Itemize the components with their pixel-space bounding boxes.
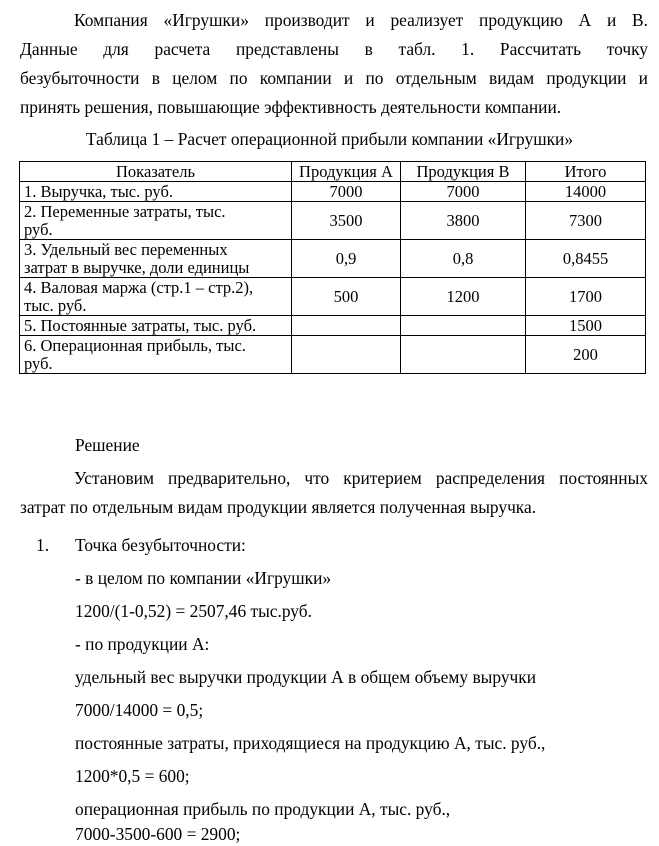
cell-total: 7300 bbox=[526, 202, 646, 240]
header-product-a: Продукция А bbox=[292, 162, 401, 182]
cell-total: 1500 bbox=[526, 316, 646, 336]
cell-total: 1700 bbox=[526, 278, 646, 316]
cell-product-b: 7000 bbox=[401, 182, 526, 202]
row-label: 1. Выручка, тыс. руб. bbox=[20, 182, 292, 202]
cell-total: 14000 bbox=[526, 182, 646, 202]
solution-line: 1200/(1-0,52) = 2507,46 тыс.руб. bbox=[75, 601, 312, 621]
table-row bbox=[20, 336, 646, 374]
cell-product-b: 0,8 bbox=[401, 240, 526, 278]
solution-line: удельный вес выручки продукции А в общем объему выручки bbox=[75, 667, 537, 687]
cell-product-a bbox=[292, 316, 401, 336]
table-row bbox=[20, 202, 646, 240]
solution-line: постоянные затраты, приходящиеся на продукцию А, тыс. руб., bbox=[75, 733, 546, 753]
cell-product-b bbox=[401, 336, 526, 374]
intro-line-4: принять решения, повышающие эффективность деятельности компании. bbox=[20, 97, 562, 117]
header-indicator: Показатель bbox=[20, 162, 292, 182]
solution-heading: Решение bbox=[75, 435, 140, 455]
intro-line-3: безубыточности в целом по компании и по отдельным видам продукции и bbox=[20, 68, 648, 88]
cell-product-a: 500 bbox=[292, 278, 401, 316]
table-caption: Таблица 1 – Расчет операционной прибыли компании «Игрушки» bbox=[85, 129, 574, 149]
list-item-title: Точка безубыточности: bbox=[75, 535, 246, 555]
solution-para-line-2: затрат по отдельным видам продукции является полученная выручка. bbox=[20, 497, 537, 517]
solution-para-line-1: Установим предварительно, что критерием распределения постоянных bbox=[74, 468, 648, 488]
solution-line: 7000-3500-600 = 2900; bbox=[75, 824, 241, 844]
solution-line: операционная прибыль по продукции А, тыс. руб., bbox=[75, 799, 451, 819]
solution-line: - в целом по компании «Игрушки» bbox=[75, 568, 332, 588]
cell-product-b: 3800 bbox=[401, 202, 526, 240]
table-row bbox=[20, 240, 646, 278]
solution-paragraph bbox=[20, 464, 648, 522]
row-label: 4. Валовая маржа (стр.1 – стр.2), тыс. руб. bbox=[20, 278, 292, 316]
table-row bbox=[20, 182, 646, 202]
operating-profit-table bbox=[19, 161, 646, 374]
solution-line: - по продукции А: bbox=[75, 634, 210, 654]
solution-line: 1200*0,5 = 600; bbox=[75, 766, 190, 786]
header-total: Итого bbox=[526, 162, 646, 182]
cell-product-a: 0,9 bbox=[292, 240, 401, 278]
intro-line-1: Компания «Игрушки» производит и реализует продукцию А и В. bbox=[74, 10, 648, 30]
table-header-row bbox=[20, 162, 646, 182]
cell-product-a: 3500 bbox=[292, 202, 401, 240]
row-label: 6. Операционная прибыль, тыс. руб. bbox=[20, 336, 292, 374]
intro-line-2: Данные для расчета представлены в табл. 1. Рассчитать точку bbox=[20, 39, 648, 59]
cell-product-b: 1200 bbox=[401, 278, 526, 316]
cell-product-a: 7000 bbox=[292, 182, 401, 202]
row-label: 2. Переменные затраты, тыс. руб. bbox=[20, 202, 292, 240]
solution-line: 7000/14000 = 0,5; bbox=[75, 700, 204, 720]
cell-product-a bbox=[292, 336, 401, 374]
list-item-number: 1. bbox=[36, 535, 50, 555]
table-row bbox=[20, 316, 646, 336]
table-row bbox=[20, 278, 646, 316]
cell-product-b bbox=[401, 316, 526, 336]
cell-total: 200 bbox=[526, 336, 646, 374]
cell-total: 0,8455 bbox=[526, 240, 646, 278]
header-product-b: Продукция В bbox=[401, 162, 526, 182]
row-label: 3. Удельный вес переменных затрат в выручке, доли единицы bbox=[20, 240, 292, 278]
intro-paragraph bbox=[20, 6, 648, 122]
row-label: 5. Постоянные затраты, тыс. руб. bbox=[20, 316, 292, 336]
